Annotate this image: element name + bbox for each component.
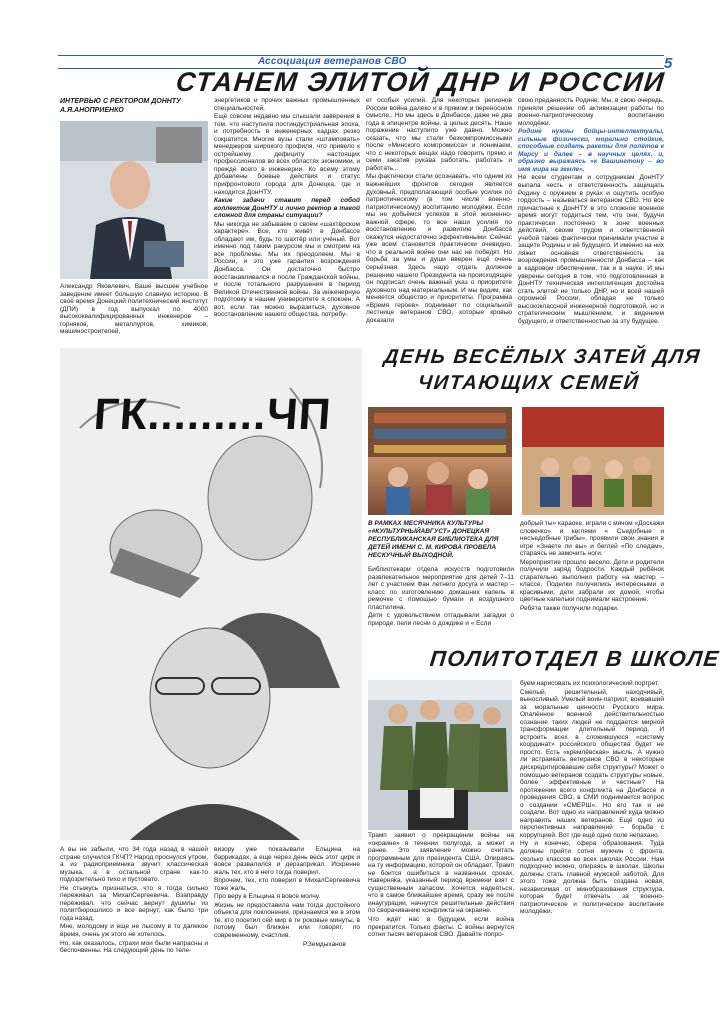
library-photo-2 xyxy=(522,407,664,515)
article1-lead: ИНТЕРВЬЮ С РЕКТОРОМ ДОННТУ А.Я.АНОПРИЕНКО xyxy=(60,98,181,114)
article1-col2: энергетиков и прочих важных промышленных специальностей. Ещё совсем недавно мы слышали заверения в том, что наступила постиндустриальная эпоха, и потребность в инженерных кадрах резко сократится. Многие вузы стали «штамповать» менеджеров широкого профиля, что привело к острейшему дефициту настоящих профессионалов во всех областях экономики, и прежде всего в инженерии. Ко всему этому добавлены боевые действия и статус прифронтового города для Донецка, где и находится ДонНТУ. Какие задачи ставит перед собой коллектив ДонНТУ и лично ректор в такой сложной для страны ситуации? Мы никогда не забываем о своём «шахтёрском характере». Все, кто живёт в Донбассе обладают им, будь то шахтёр или учёный. Вот именно под таким ракурсом мы и смотрим на все проблемы. Мы их преодолеем. Мы в России, и это уже гарантия возрождения Донбасса. Он достаточно быстро восстанавливался и после Гражданской войны, и после тотального разрушения в период Великой Отечественной войны. За инженерную подготовку в нашем университете я спокоен. А вот, если так можно выразиться, духовное восстановление нашего общества, потребу- xyxy=(214,97,360,319)
article3-col2: добрый ты» караоке, играли с мячом «Доскажи словечко» и кеглями « Съедобные и несъедобные грибы», проявили свои знания в игре «Знаете ли вы» и беглей «По следам», стараясь не замочить ноги. Мероприятие прошло весело. Дети и родители получили заряд бодрости. Каждый ребёнок старательно выполнил работу на мастер – классе. Поделки получились интересными и красивыми, дети забрали их домой, чтобы цветные капельки поднимали настроение. Ребята также получили подарки. xyxy=(520,520,664,613)
article1-headline: СТАНЕМ ЭЛИТОЙ ДНР И РОССИИ xyxy=(174,67,667,97)
rector-photo xyxy=(60,121,208,279)
library-photo-2-illustration xyxy=(522,407,664,515)
article3-col1: Библиотекари отдела искусств подготовили развлекательное мероприятие для детей 7–11 лет с участием Фан летнего досуга и мастер – класс по изготовлению домашних капель в ремочке с помощью бумаги и воздушного пластилина. Дети с удовольствием отгадывали загадки о природе, пели песни о дождике и « Если xyxy=(368,566,514,627)
section-name: Ассоциация ветеранов СВО xyxy=(258,56,407,67)
article3-headline-line1: ДЕНЬ ВЕСЁЛЫХ ЗАТЕЙ ДЛЯ xyxy=(382,346,702,368)
rector-photo-illustration xyxy=(60,121,208,279)
article2-signature: Р.Земдыханов xyxy=(303,941,346,948)
library-photo-1 xyxy=(368,407,512,515)
article1-col1: Александр Яковлевич, Ваше высшее учебное заведение имеет большую славную историю. В своё время Донецкий политехнический институт (ДПИ) в год выпускал по 4000 высококвалифицированных инженеров – горняков, металлургов, химиков, машиностроителей, xyxy=(60,283,208,336)
page-number: 5 xyxy=(664,55,673,72)
article4-headline: ПОЛИТОТДЕЛ В ШКОЛЕ xyxy=(428,646,722,671)
article2-headline: ГК.........ЧП xyxy=(92,390,334,439)
article2-col1: А вы не забыли, что 34 года назад в нашей стране случился ГКЧП? Народ проснулся утром, а из радиоприемника звучит классическая музыка, а в остальной стране как-то подозрительно тихо и пустовато. Не стыжусь признаться, что я тогда сильно переживал за МихалСергеевича. Взаправду переживал, что сейчас вернут душилы из политбюрошлисо и все вернут, как было три года назад. Мне, молодому и еще не лысому в то далекое время, очень уж этого не хотелось. Но, как оказалось, страхи мои были напрасны и беспочвенны. На следующий день по теле- xyxy=(60,846,208,955)
article3-caption: В РАМКАХ МЕСЯЧНИКА КУЛЬТУРЫ «#КУЛЬТУРНЫЙАВГУСТ» ДОНЕЦКАЯ РЕСПУБЛИКАНСКАЯ БИБЛИОТЕКА ДЛЯ ДЕТЕЙ ИМЕНИ С. М. КИРОВА ПРОВЕЛА НЕСКУЧНЫЙ ВЫХОДНОЙ. xyxy=(368,520,499,559)
article4-col2: буем нарисовать их психологический портрет. Смелый, решительный, находчивый, выносливый. Умелый воин-патриот, воевавший за моральные ценности Русского мира. Опалённое военной действительностью сознание таких людей не поддается мирной трансформации длительный период. И встроить всех в сложившуюся «систему координат» российского общества будет не просто. Есть «кремлёвская» мысль. А нужно ли встраивать ветеранов СВО в некоторые дискредитировавшие себя структуры? Может о помощью ветеранов создать структуры новые, более эффективные и честные? На протяжении всего конфликта на Донбассе и проведения СВО, в СМИ поднимается вопрос о создании «СМЕРШ». Но его так и не создали. Вот одно из направлений куда можно направить наших ветеранов. Ещё одно из перспективных направлений – борьба с коррупцией. Вот где ещё одно поле непахано. Ну и конечно, сфера образования. Туда должны прийти сотни мужчин с фронта, сколько классов во всех школах России. Нам подходчно можно, опираясь в школах. Школы должны стать главной мужской заботой. Для этого тоже должна быть создана новая, независимая от минобразования структура, которая будет отвечать за военно-патриотическое и политическое воспитание молодёжи. xyxy=(520,680,664,916)
school-photo-illustration xyxy=(368,680,512,830)
article4-col1: Трамп заявил о прекращении войны на «окраине» в течении полугода, а может и ранее. Это заявление можно считать программным для президента США. Опираясь на ту информацию, которой он обладает, Трамп не боится ошибиться в названных сроках. Наверняка, указанный период времени взят с существенным запасом. Хочется надеяться, что в самое ближайшее время, сразу же после инаугурации, начнутся решительные действия по сворачиванию конфликта на окраине. Что ждёт нас в будущем, если война прекратится. Только факты. С войны вернутся сотни тысяч ветеранов СВО. Давайте попро- xyxy=(368,832,514,939)
article2-col2: визору уже показывали Ельцина на баррикадах, а еще через день весь этот цирк и вовсе развалился и дерзаприкал. Искренне жаль тех, кто в него тогда поверил. Впрочем, тех, кто поверил в МихалСергеевича тоже жаль. Про веру в Ельцина я вовсе молчу. Жизнь не предоставила нам тогда достойного объекта для поклонения, признаемся же в этом те, кто посетил сей мир в те роковые минуты, в потому был ближен или говорят, по современному, счастлив. xyxy=(214,846,360,940)
article1-col4: свою преданность Родине. Мы, в свою очередь, приняли решение об активизации работы по военно-патриотическому воспитанию молодёжи. Родине нужны бойцы-интеллектуалы, сильные физически, морально стойкие, способные создать ракеты для полётов к Марсу и далее – в научных целях, и, образно выражаясь «к Вашингтону – во имя мира на земле». Не всем студентам и сотрудникам ДонНТУ выпала честь и ответственность защищать Родину с оружием в руках и ощутить особую гордость – называться ветераном СВО. Но все причастные к ДонНТУ в это сложное военное время могут гордиться тем, что они, будучи практически постоянно в зоне военных действий, своим трудом и ответственной учебой также фактически принимали участие в защите Родины и её будущего. И именно на них ляжет основная ответственность за возрождения промышленности Донбасса – как в кадровом обеспечении, так и в науке. И мы уверены сегодня в том, что подготовленная в ДонНТУ техническая интеллигенция достойна стать элитой не только ДНР, но и всей нашей огромной России, обладая не только высококлассной инженерной подготовкой, но и стратегическим мышлением, и видением будущего, и ответственностью за эту будущее. xyxy=(518,97,664,325)
school-photo xyxy=(368,680,512,830)
article1-col3: ет особых усилий. Для некоторых регионов России война далеко и в прямом и переносном смысле.. Но мы здесь в Донбассе, даже не два года в эпицентре войны, а целых десять. Наше поражение наступило уже давно. Можно сказать, что мы стали безкомпромиссными после «Минского компромисса» и понимаем, что с некоторых вещах надо говорить прямо и семи закатив рукава работать, работать и работать... Мы фактически стали осознавать, что одним из важнейших фронтов сегодня является духовный, предполагающий особые усилия по патриотическому (в том числе военно-патриотическому) воспитанию молодёжи. Если мы не добьёмся успехов в этой жизненно-важной сфере, то все наши усилия по восстановлению и развитию Донбасса окажутся недостаточно эффективными. Сейчас уже всем становится практически очевидно, что в реальной войне они нас не победят. Но борьба за умы и души вверен ещё очень серьёзная. Здесь надо отдать должное решению нашего Президента на происходящее он подписал очень важный указ о приоритете духовного над материальным. И мы видим, как меняется общество и приоритеты. Программа «Время героев» поднимает по социальной лестнице ветеранов СВО, которые кровью доказали xyxy=(366,97,512,324)
article3-headline-line2: ЧИТАЮЩИХ СЕМЕЙ xyxy=(416,372,641,394)
library-photo-1-illustration xyxy=(368,407,512,515)
